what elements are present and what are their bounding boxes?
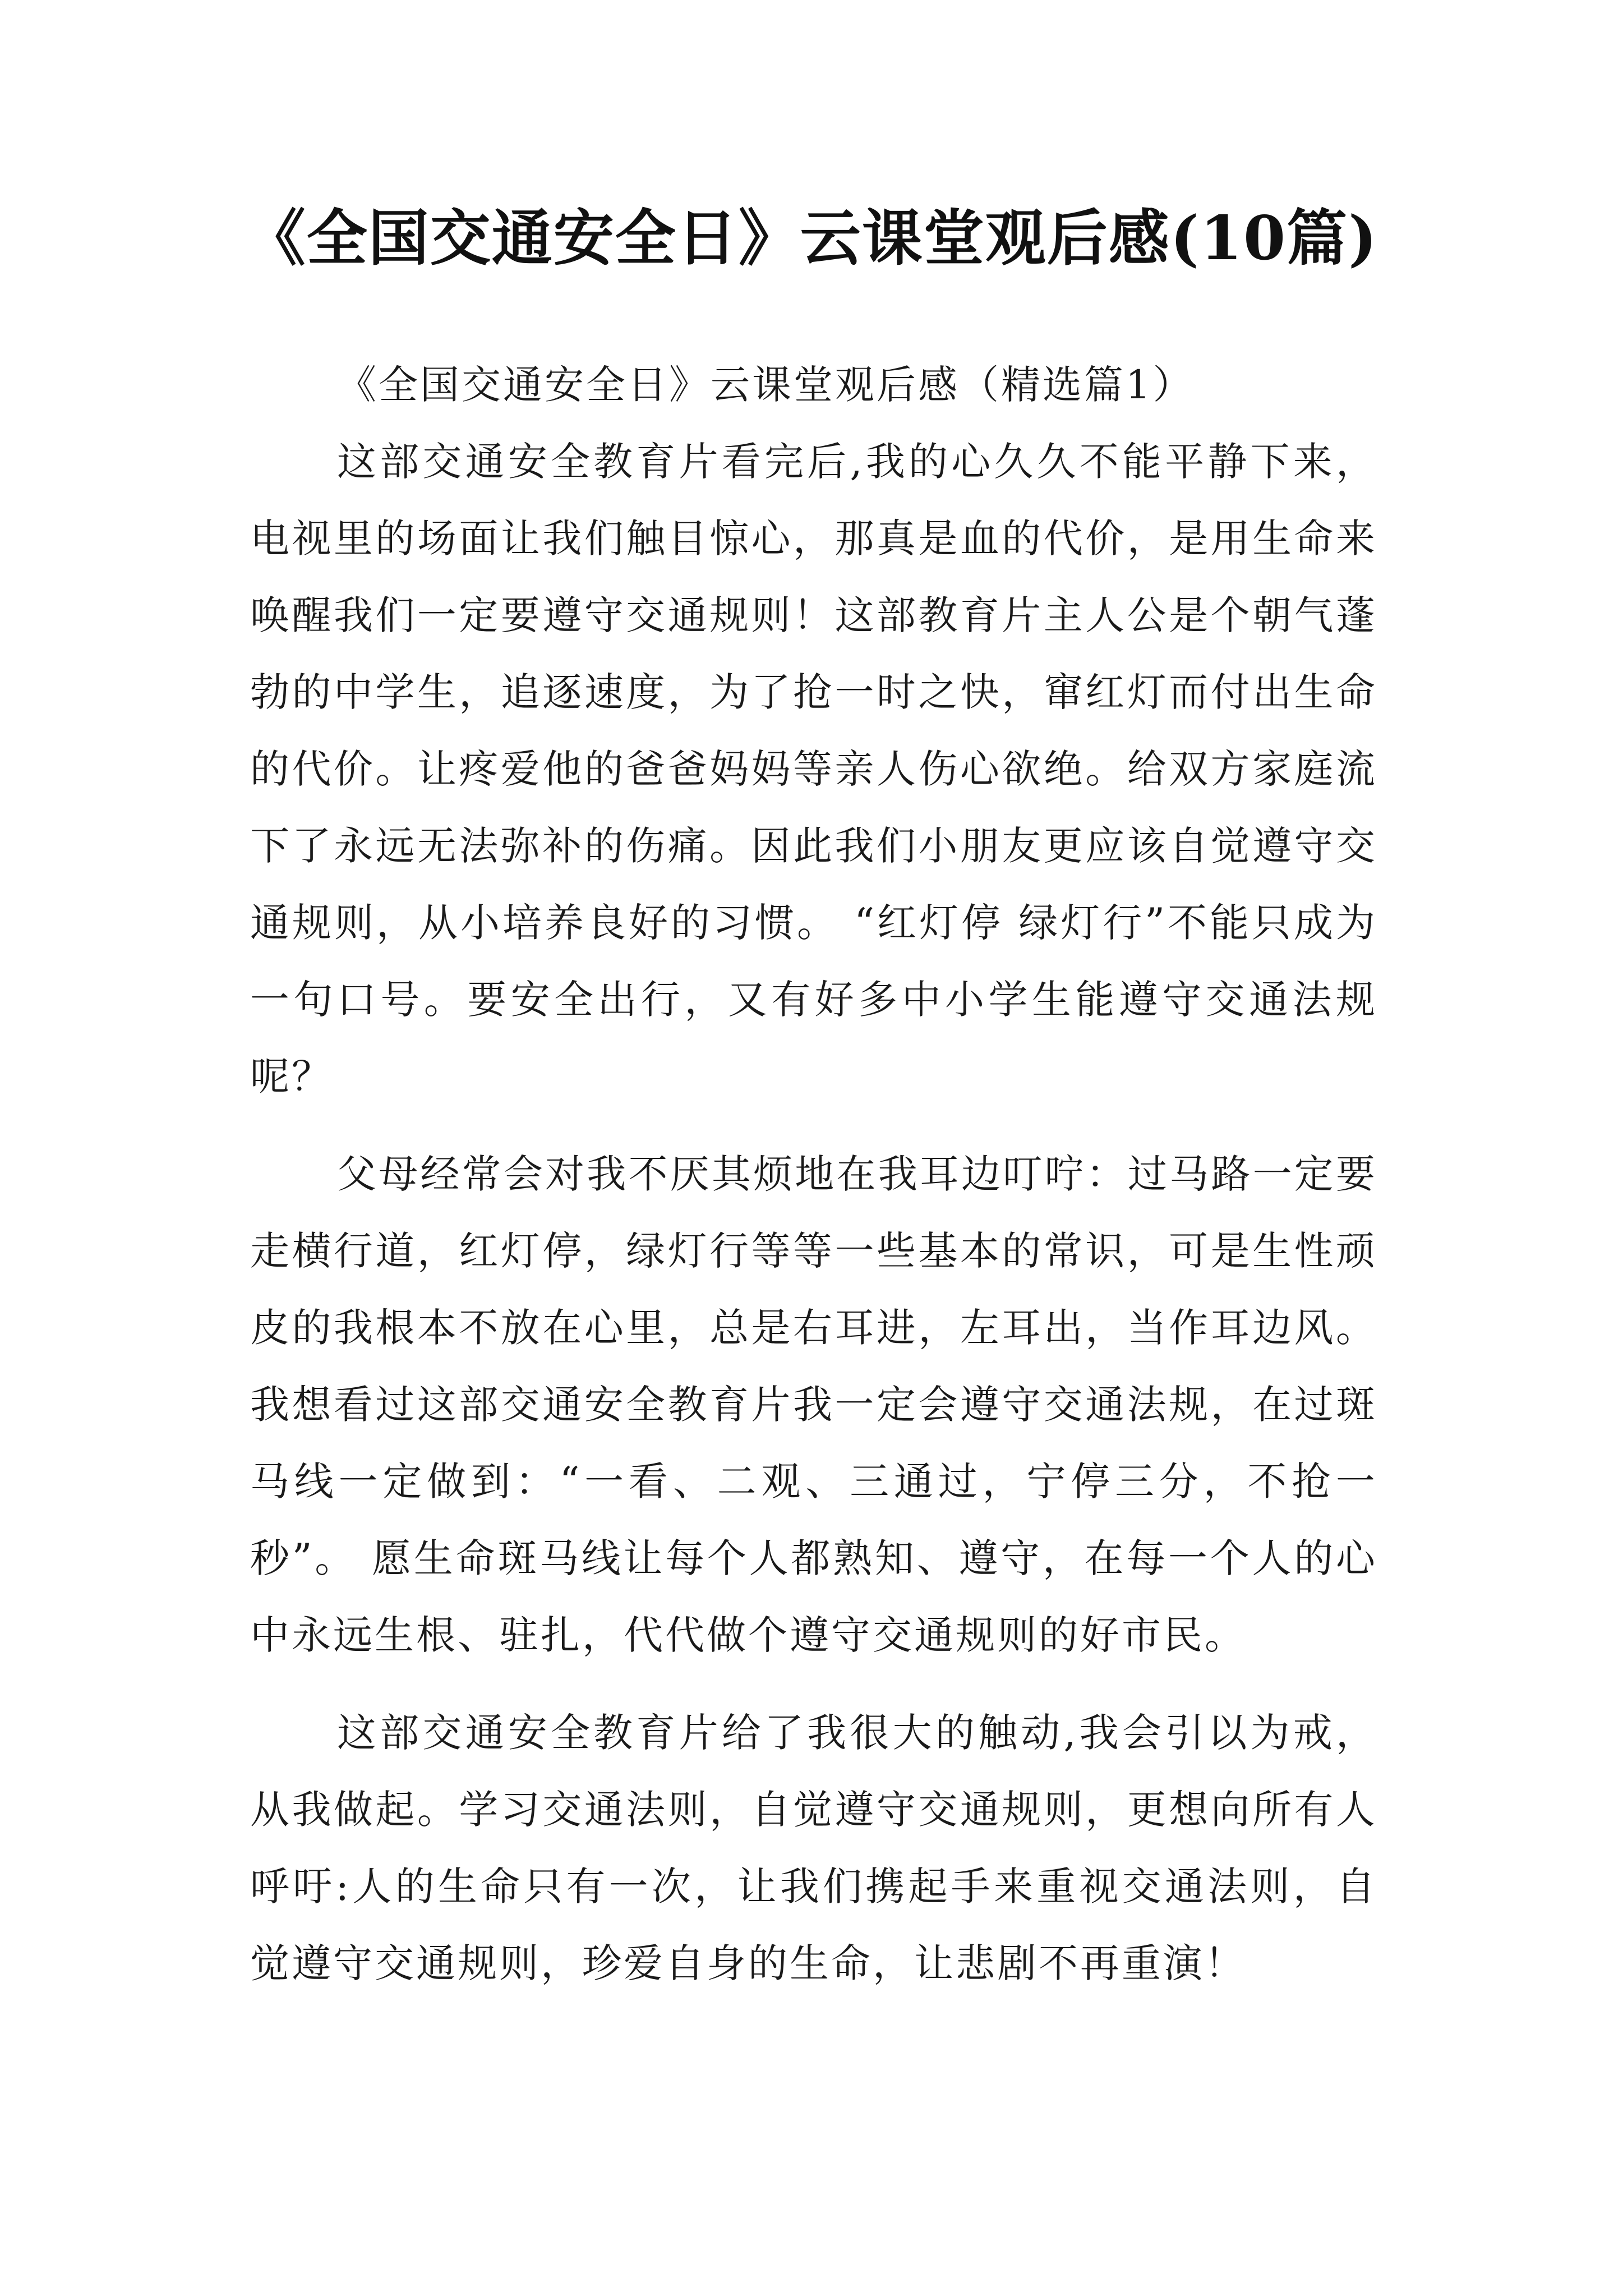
document-body [250, 347, 1377, 2002]
document-title: 《全国交通安全日》云课堂观后感(10篇) [245, 203, 1378, 274]
section-subtitle: 《全国交通安全日》云课堂观后感（精选篇1） [337, 362, 1195, 408]
paragraph-2: 父母经常会对我不厌其烦地在我耳边叮咛：过马路一定要走横行道，红灯停，绿灯行等等一些基本的常识，可是生性顽皮的我根本不放在心里，总是右耳进，左耳出，当作耳边风。我想看过这部交通安全教育片我一定会遵守交通法规，在过斑马线一定做到：“一看、二观、三通过，宁停三分，不抢一秒”。 愿生命斑马线让每个人都熟知、遵守，在每一个人的心中永远生根、驻扎，代代做个遵守交通规则的好市民。 [250, 1151, 1377, 1658]
paragraph-3: 这部交通安全教育片给了我很大的触动,我会引以为戒，从我做起。学习交通法则，自觉遵守交通规则，更想向所有人呼吁:人的生命只有一次，让我们携起手来重视交通法则，自觉遵守交通规则，珍爱自身的生命，让悲剧不再重演！ [250, 1710, 1377, 1986]
paragraph-1: 这部交通安全教育片看完后,我的心久久不能平静下来，电视里的场面让我们触目惊心，那真是血的代价，是用生命来唤醒我们一定要遵守交通规则！这部教育片主人公是个朝气蓬勃的中学生，追逐速度，为了抢一时之快，窜红灯而付出生命的代价。让疼爱他的爸爸妈妈等亲人伤心欲绝。给双方家庭流下了永远无法弥补的伤痛。因此我们小朋友更应该自觉遵守交通规则，从小培养良好的习惯。 “红灯停 绿灯行”不能只成为一句口号。要安全出行，又有好多中小学生能遵守交通法规呢？ [250, 439, 1377, 1099]
